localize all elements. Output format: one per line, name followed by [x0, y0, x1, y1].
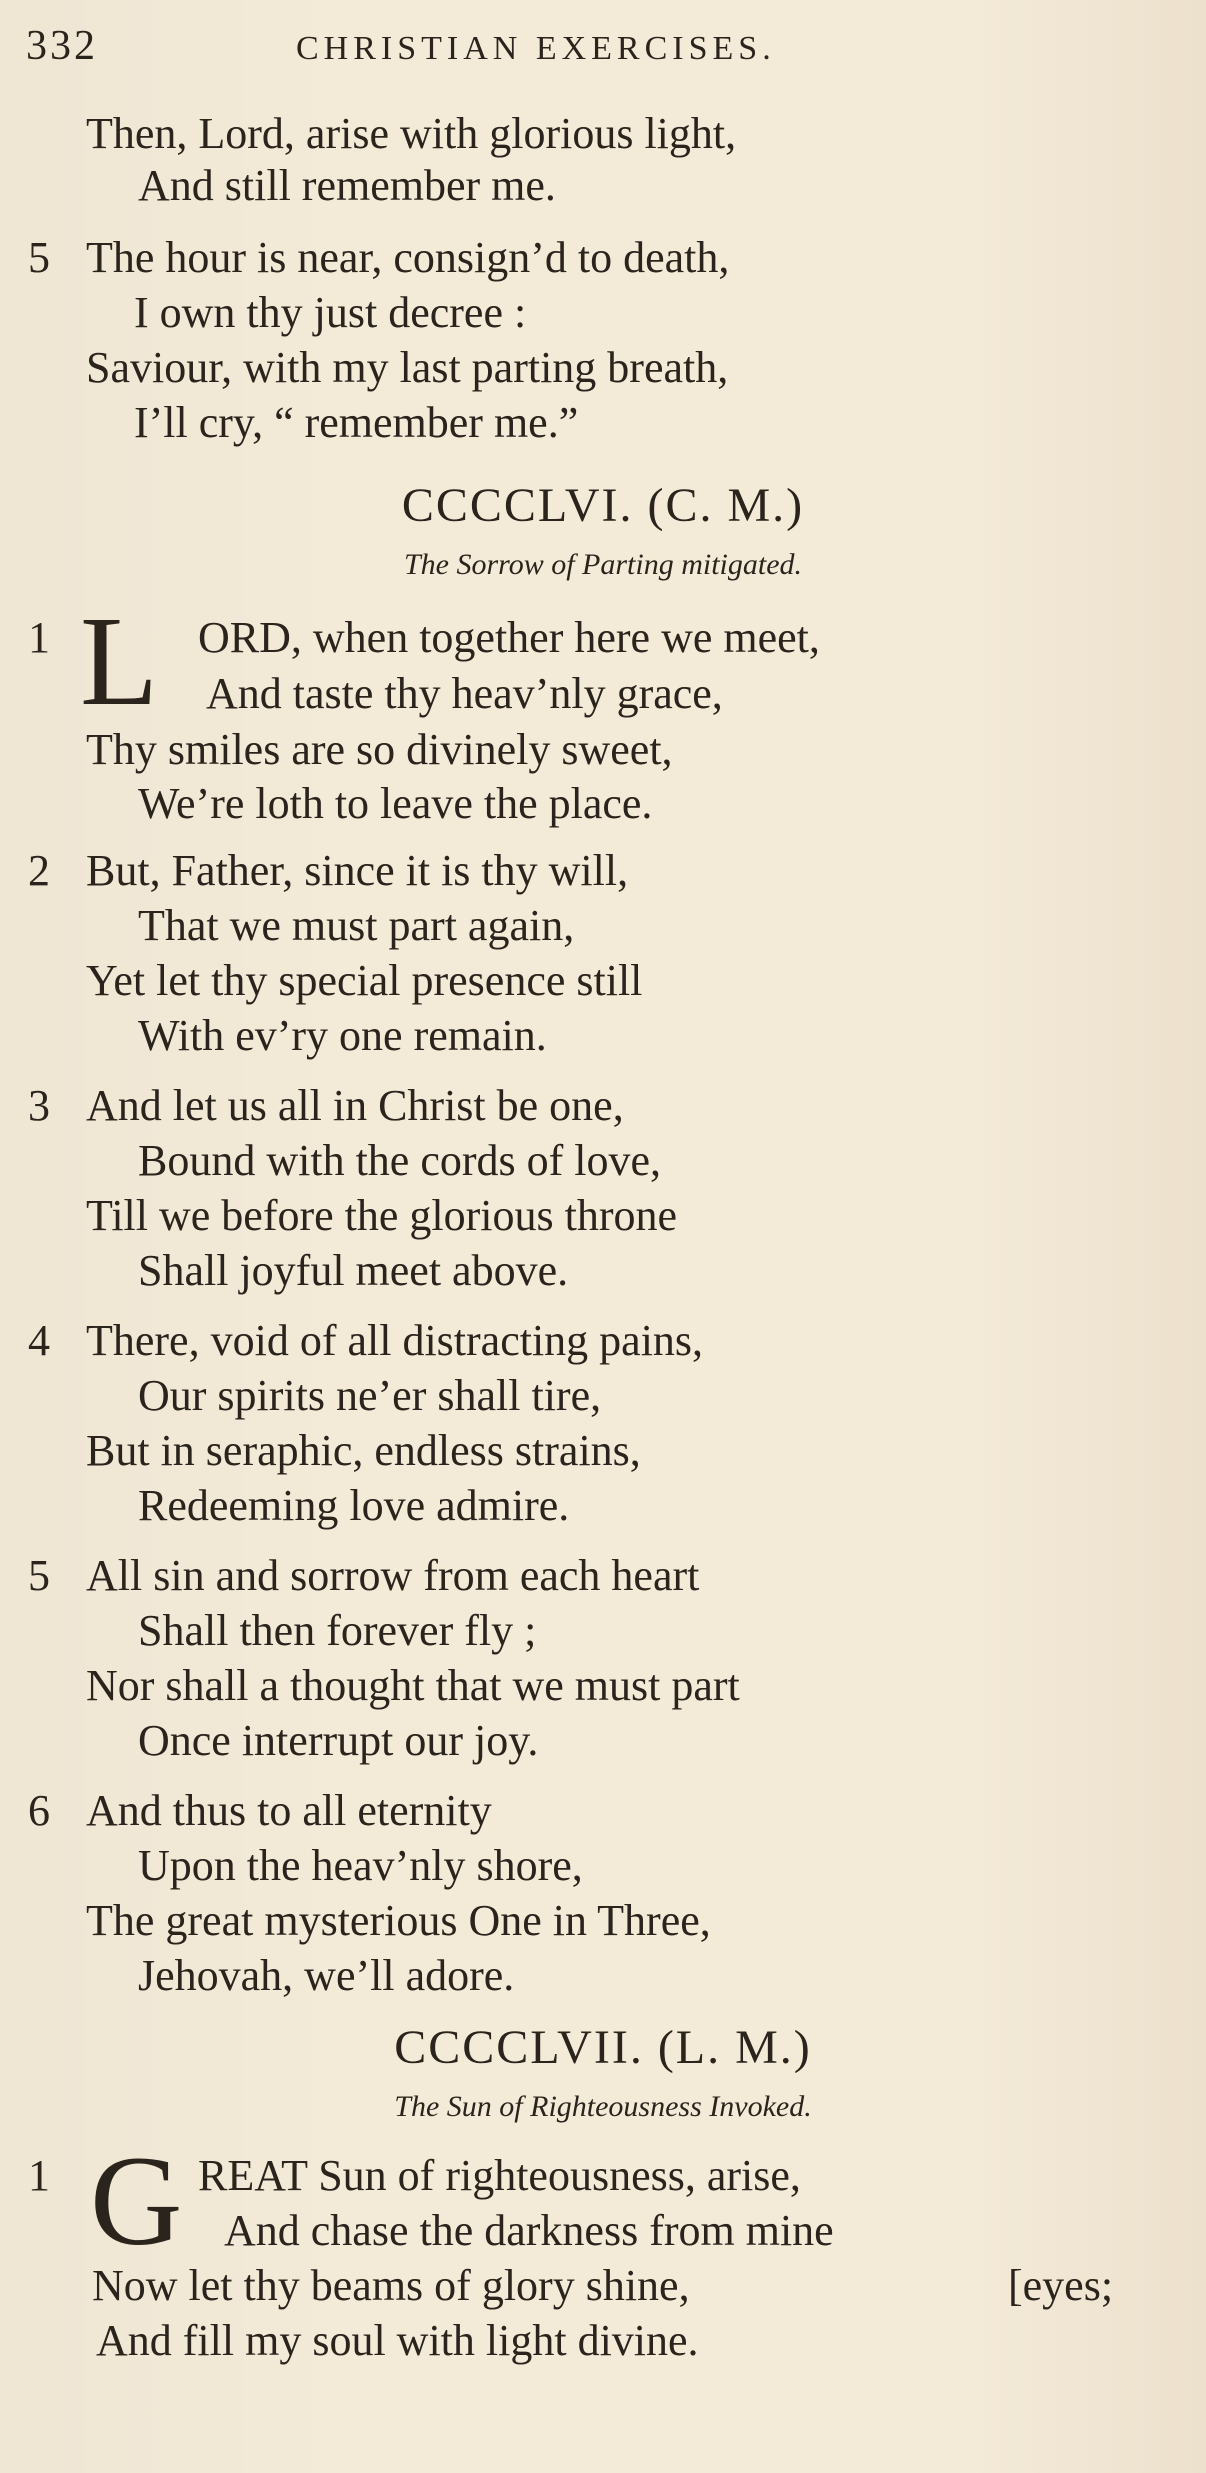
verse-line: All sin and sorrow from each heart — [86, 1551, 700, 1600]
verse-number: 5 — [28, 1551, 50, 1600]
verse-line: We’re loth to leave the place. — [138, 779, 653, 828]
hymn-subtitle: The Sun of Righteousness Invoked. — [394, 2090, 812, 2123]
verse-line: Till we before the glorious throne — [86, 1191, 678, 1240]
drop-cap: L — [80, 590, 159, 732]
verse-number: 5 — [28, 233, 50, 282]
verse-number: 4 — [28, 1316, 50, 1365]
drop-cap: G — [90, 2130, 183, 2272]
verse-line: The great mysterious One in Three, — [86, 1896, 711, 1945]
verse-line: There, void of all distracting pains, — [86, 1316, 704, 1365]
verse-line: Upon the heav’nly shore, — [138, 1841, 583, 1890]
verse-line: I own thy just decree : — [134, 288, 527, 337]
verse-line: And chase the darkness from mine — [224, 2206, 834, 2255]
verse-line: And thus to all eternity — [86, 1786, 492, 1835]
verse-line: Yet let thy special presence still — [86, 956, 643, 1005]
verse-number: 3 — [28, 1081, 50, 1130]
verse-line: Redeeming love admire. — [138, 1481, 570, 1530]
verse-number: 2 — [28, 846, 50, 895]
verse-line: But, Father, since it is thy will, — [86, 846, 629, 895]
verse-line: Shall then forever fly ; — [138, 1606, 537, 1655]
verse-line: That we must part again, — [138, 901, 575, 950]
verse-number: 1 — [28, 2151, 50, 2200]
verse-line: ORD, when together here we meet, — [198, 613, 820, 662]
verse-line: With ev’ry one remain. — [138, 1011, 547, 1060]
verse-number: 6 — [28, 1786, 50, 1835]
running-header — [26, 22, 1206, 82]
verse-line-carryover: [eyes; — [1008, 2261, 1114, 2310]
running-title: CHRISTIAN EXERCISES. — [296, 30, 776, 67]
verse-number: 1 — [28, 613, 50, 662]
page-number: 332 — [26, 23, 98, 69]
hymn-title: CCCCLVI. (C. M.) — [401, 479, 805, 532]
verse-line: Once interrupt our joy. — [138, 1716, 539, 1765]
verse-line: Shall joyful meet above. — [138, 1246, 569, 1295]
verse-line: And let us all in Christ be one, — [86, 1081, 624, 1130]
verse-line: Then, Lord, arise with glorious light, — [86, 109, 737, 158]
verse-line: REAT Sun of righteousness, arise, — [198, 2151, 801, 2200]
verse-line: And fill my soul with light divine. — [96, 2316, 699, 2365]
verse-line: Nor shall a thought that we must part — [86, 1661, 740, 1710]
verse-line: Saviour, with my last parting breath, — [86, 343, 729, 392]
verse-line: Our spirits ne’er shall tire, — [138, 1371, 602, 1420]
verse-line: And taste thy heav’nly grace, — [206, 669, 723, 718]
verse-line: The hour is near, consign’d to death, — [86, 233, 730, 282]
verse-line: I’ll cry, “ remember me.” — [134, 398, 579, 447]
verse-line: And still remember me. — [138, 161, 556, 210]
verse-line: Now let thy beams of glory shine, — [92, 2261, 690, 2310]
verse-line: But in seraphic, endless strains, — [86, 1426, 641, 1475]
verse-line: Jehovah, we’ll adore. — [138, 1951, 515, 2000]
verse-line: Bound with the cords of love, — [138, 1136, 662, 1185]
verse-line: Thy smiles are so divinely sweet, — [86, 725, 673, 774]
hymn-subtitle: The Sorrow of Parting mitigated. — [403, 548, 803, 581]
hymn-title: CCCCLVII. (L. M.) — [394, 2021, 812, 2074]
